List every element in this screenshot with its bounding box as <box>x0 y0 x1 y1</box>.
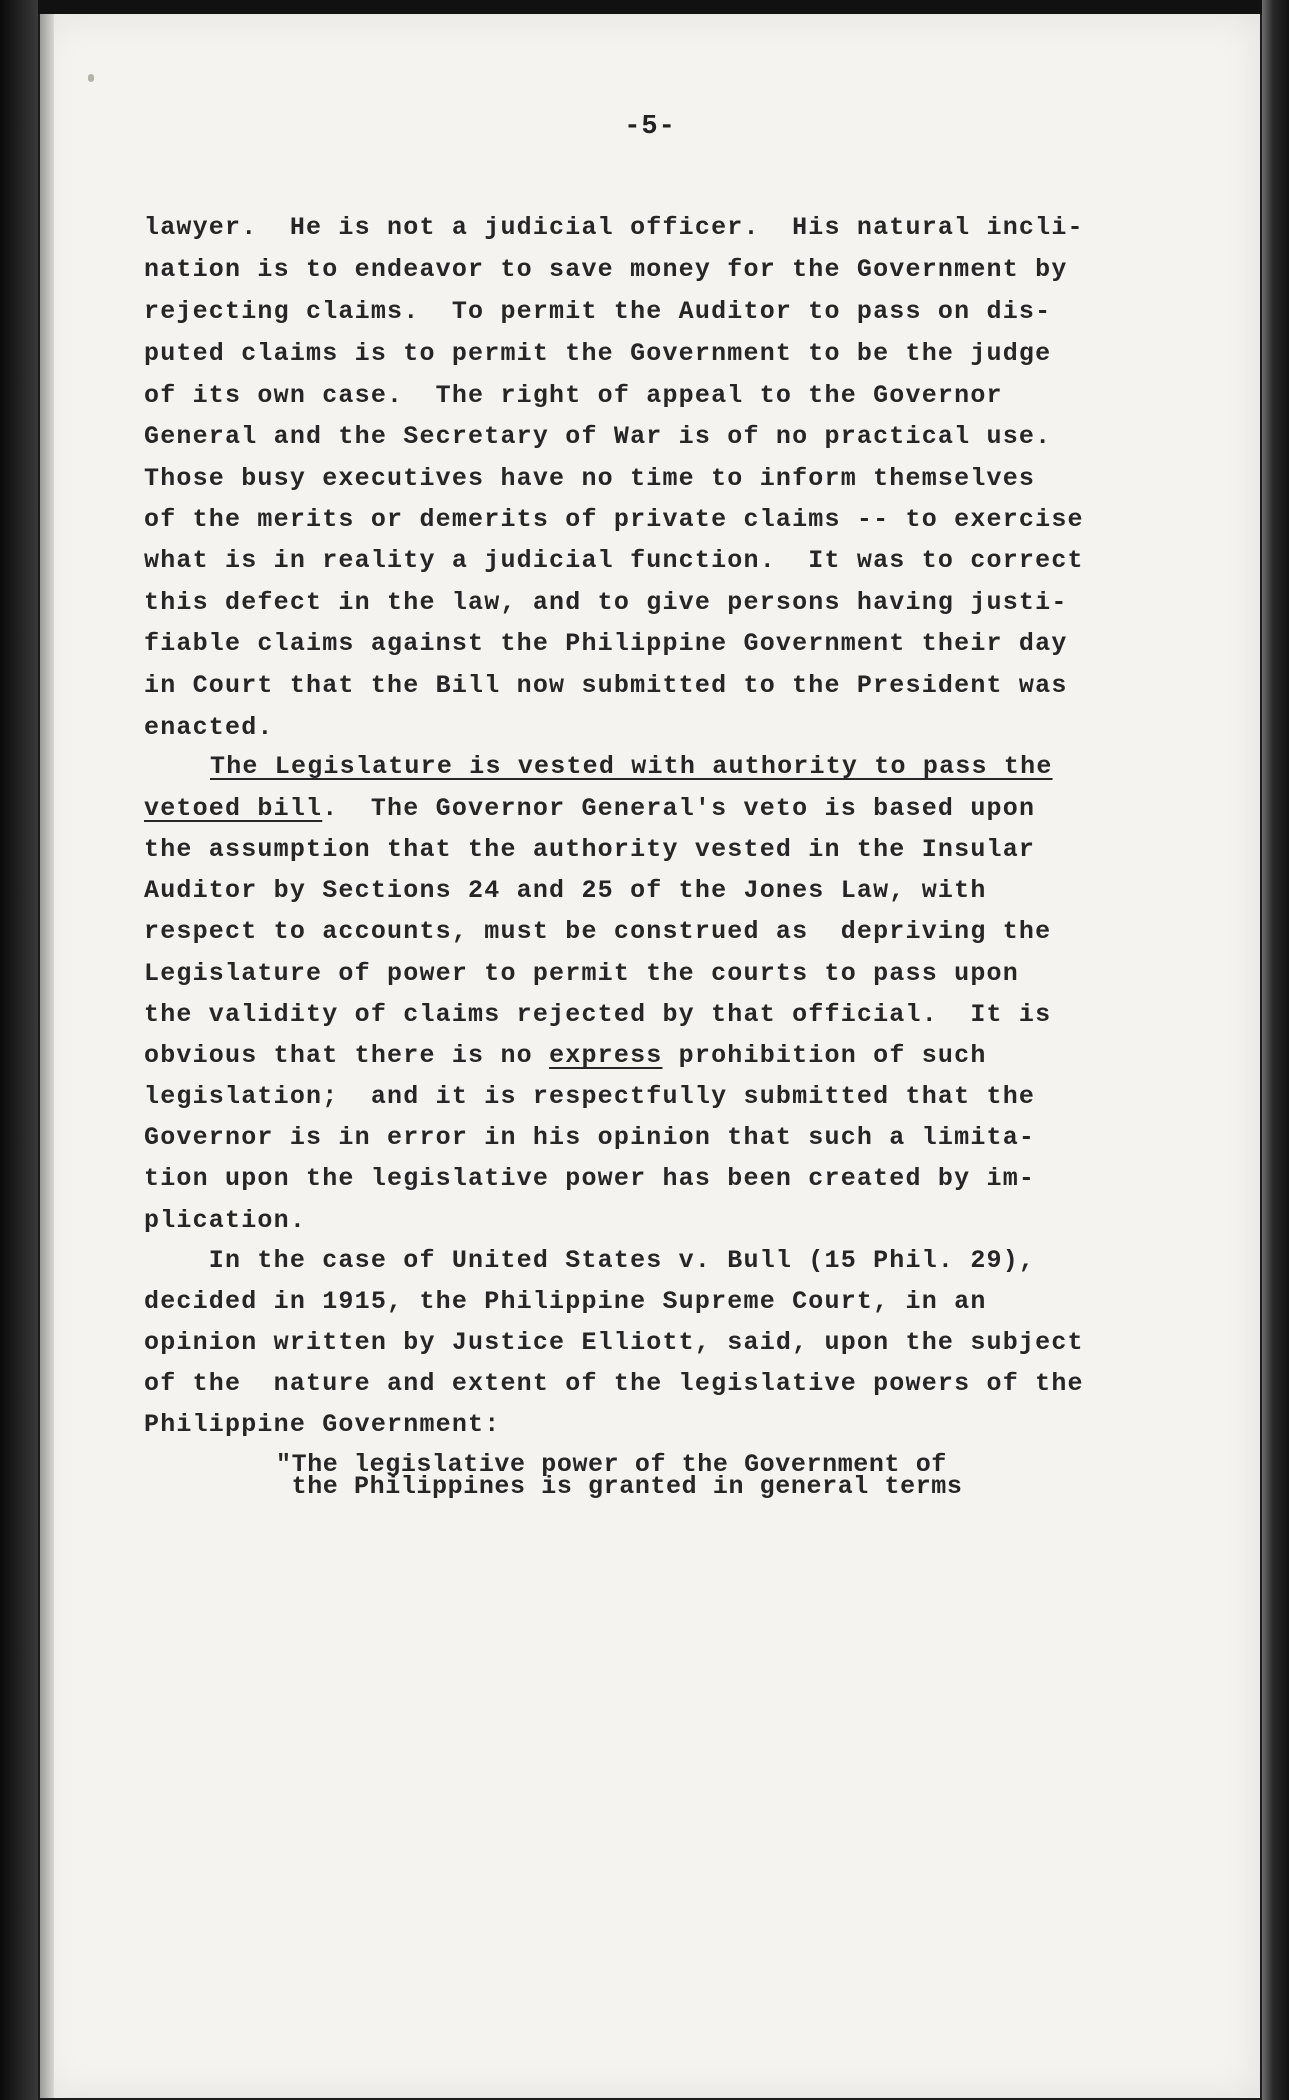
text-line: fiable claims against the Philippine Government their day <box>144 629 1068 658</box>
text-span: . The Governor General's veto is based upon <box>322 794 1036 823</box>
text-line: legislation; and it is respectfully submitted that the <box>144 1082 1036 1111</box>
scanner-right-edge <box>1262 0 1289 2100</box>
text-line <box>144 1041 987 1071</box>
text-line: Philippine Government: <box>144 1410 501 1439</box>
text-line: lawyer. He is not a judicial officer. His natural incli- <box>144 213 1084 242</box>
text-line: of its own case. The right of appeal to the Governor <box>144 381 1003 410</box>
quote-line: the Philippines is granted in general terms <box>276 1472 963 1501</box>
text-line: in Court that the Bill now submitted to the President was <box>144 671 1068 700</box>
text-line: Auditor by Sections 24 and 25 of the Jones Law, with <box>144 876 987 905</box>
text-line: In the case of United States v. Bull (15 Phil. 29), <box>144 1246 1036 1275</box>
scanner-left-edge <box>0 0 38 2100</box>
text-line: respect to accounts, must be construed as depriving the <box>144 917 1052 946</box>
text-line: of the nature and extent of the legislative powers of the <box>144 1369 1084 1398</box>
text-line: of the merits or demerits of private claims -- to exercise <box>144 505 1084 534</box>
text-line: puted claims is to permit the Government to be the judge <box>144 339 1052 368</box>
text-line: Legislature of power to permit the courts to pass upon <box>144 959 1019 988</box>
text-span: prohibition of such <box>662 1041 987 1070</box>
quote-line: "The legislative power of the Government of <box>276 1450 947 1479</box>
text-line: this defect in the law, and to give persons having justi- <box>144 588 1068 617</box>
text-line <box>144 794 1035 824</box>
text-line: rejecting claims. To permit the Auditor to pass on dis- <box>144 297 1052 326</box>
text-line: the assumption that the authority vested in the Insular <box>144 835 1036 864</box>
document-page <box>40 14 1260 2098</box>
page-shadow-edge <box>40 14 54 2098</box>
text-line: what is in reality a judicial function. It was to correct <box>144 546 1084 575</box>
text-line: decided in 1915, the Philippine Supreme Court, in an <box>144 1287 987 1316</box>
text-line: Those busy executives have no time to inform themselves <box>144 464 1036 493</box>
text-line: plication. <box>144 1206 307 1235</box>
text-line: Governor is in error in his opinion that such a limita- <box>144 1123 1036 1152</box>
text-line: opinion written by Justice Elliott, said, upon the subject <box>144 1328 1084 1357</box>
emphasized-word: express <box>549 1041 663 1070</box>
text-span: obvious that there is no <box>144 1041 550 1070</box>
section-heading-continuation: vetoed bill <box>144 794 323 823</box>
text-line: enacted. <box>144 713 274 742</box>
text-line: the validity of claims rejected by that official. It is <box>144 1000 1052 1029</box>
section-heading: The Legislature is vested with authority to pass the <box>210 752 1053 781</box>
paper-speck <box>88 74 94 82</box>
text-line: General and the Secretary of War is of no practical use. <box>144 422 1052 451</box>
text-line: tion upon the legislative power has been created by im- <box>144 1164 1036 1193</box>
text-line: nation is to endeavor to save money for the Government by <box>144 255 1068 284</box>
scanner-top-edge <box>0 0 1289 14</box>
page-number: -5- <box>624 112 676 142</box>
